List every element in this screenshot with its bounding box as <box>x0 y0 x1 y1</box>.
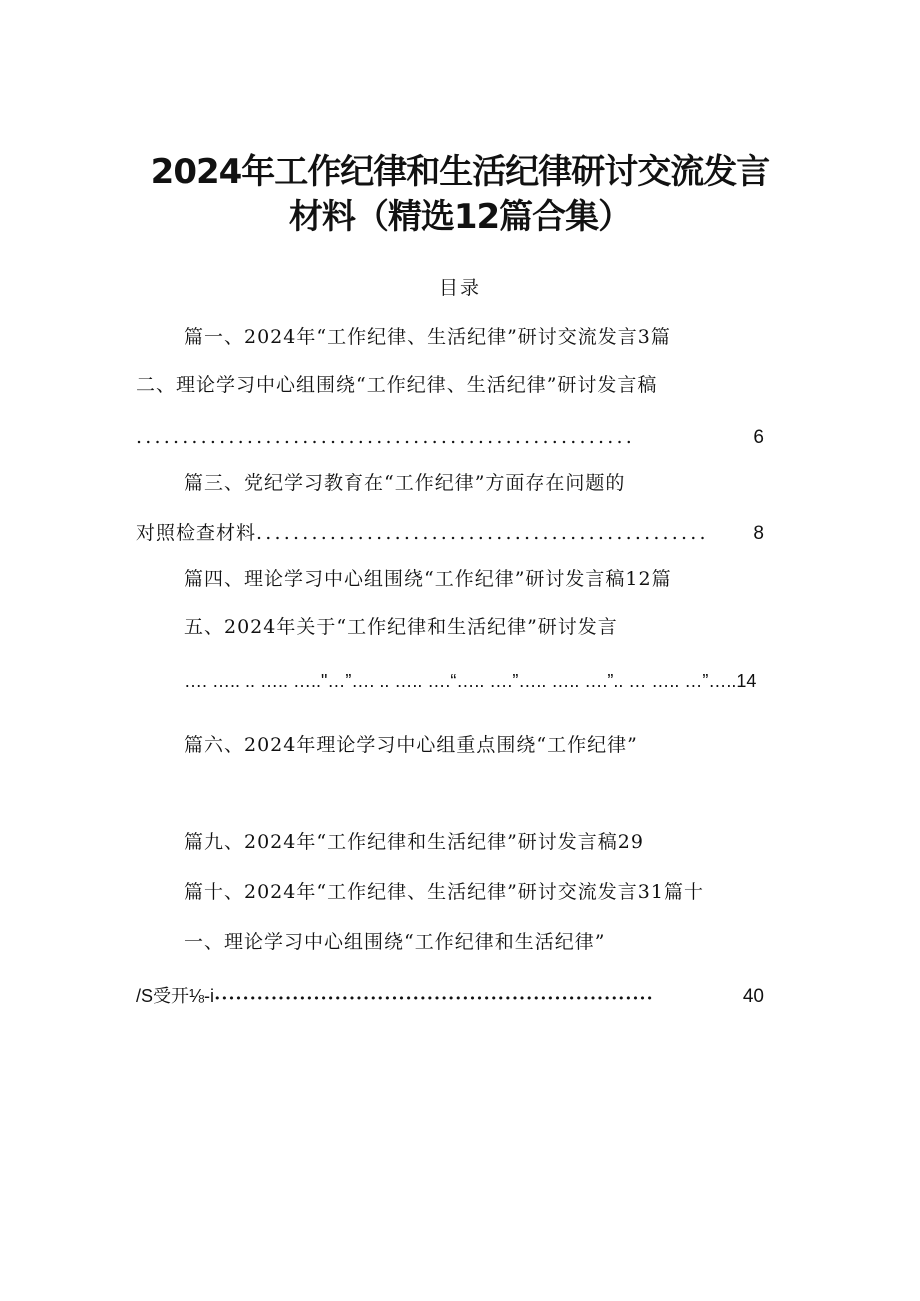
bullet-leader: •••••••••••••••••••••••••••••••••••••••••••••••••••••••••••••• <box>214 992 654 1005</box>
toc-entry-2: 二、理论学习中心组围绕“工作纪律、生活纪律”研讨发言稿 <box>136 374 658 396</box>
toc-entry-3-continued <box>136 521 764 546</box>
toc-entry-5: 五、2024年关于“工作纪律和生活纪律”研讨发言 <box>184 616 618 638</box>
toc-entry-11-continued <box>136 984 764 1011</box>
toc-entry-5-leader: …. ….. .. ….. ….."…”…. .. ….. ….“….. ….”….. ….. ….”.. … ….. …”…..14 <box>184 671 757 691</box>
dot-leader: ...................................................... <box>136 426 635 448</box>
document-title-line-2: 材料（精选12篇合集） <box>288 197 632 237</box>
toc-entry-3: 篇三、党纪学习教育在“工作纪律”方面存在问题的 <box>184 472 626 494</box>
dot-leader: ................................................. <box>256 522 709 544</box>
toc-entry-10: 篇十、2024年“工作纪律、生活纪律”研讨交流发言31篇十 <box>184 881 704 903</box>
toc-page-number: 8 <box>753 523 764 544</box>
toc-entry-4: 篇四、理论学习中心组围绕“工作纪律”研讨发言稿12篇 <box>184 568 672 590</box>
toc-entry-2-leader <box>136 425 764 450</box>
toc-entry-text: /S受开⅛-i <box>136 986 215 1006</box>
toc-entry-9: 篇九、2024年“工作纪律和生活纪律”研讨发言稿29 <box>184 831 644 853</box>
toc-page-number: 40 <box>742 986 764 1007</box>
document-title-line-1: 2024年工作纪律和生活纪律研讨交流发言 <box>150 152 770 192</box>
toc-entry-11: 一、理论学习中心组围绕“工作纪律和生活纪律” <box>184 931 606 953</box>
toc-entry-6: 篇六、2024年理论学习中心组重点围绕“工作纪律” <box>184 734 638 756</box>
toc-entry-text: 对照检查材料 <box>136 522 257 544</box>
toc-page-number: 6 <box>753 427 764 448</box>
toc-heading: 目录 <box>438 277 481 299</box>
toc-entry-1: 篇一、2024年“工作纪律、生活纪律”研讨交流发言3篇 <box>184 326 671 348</box>
